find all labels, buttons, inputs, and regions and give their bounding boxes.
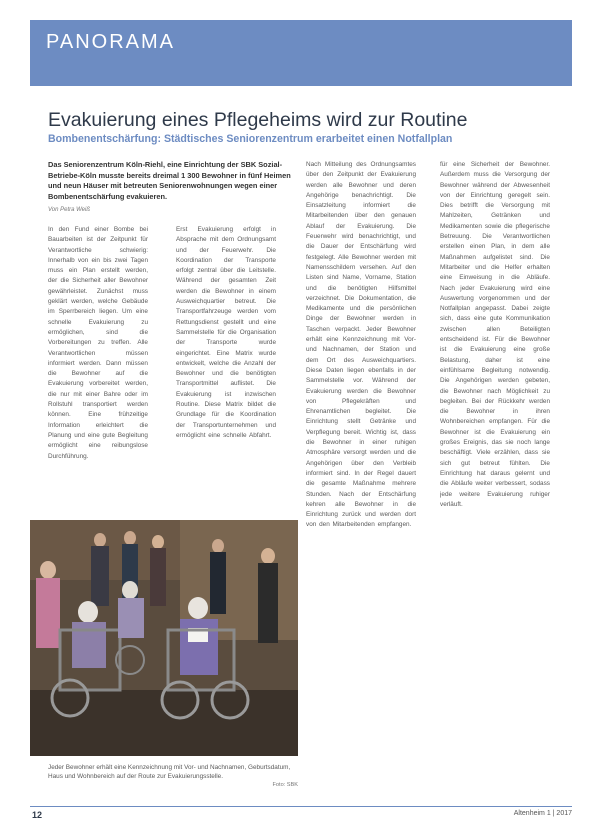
article-subheadline: Bombenentschärfung: Städtisches Seniorenzentrum erarbeitet einen Notfallplan: [48, 133, 453, 145]
article-headline: Evakuierung eines Pflegeheims wird zur Routine: [48, 109, 468, 131]
article-column-4: für eine Sicherheit der Bewohner. Außerdem muss die Versorgung der Bewohner während der Abwesenheit von der Einrichtung geregelt sein. Dies betrifft die Versorgung mit Mahlzeiten, Getränken und Medikamenten sowie die pflegerische Betreuung. Die Verantwortlichen erstellen einen Plan, in dem alle Maßnahmen aufgelistet sind. Die Mitarbeiter und die Helfer erhalten eine Einweisung in die Abläufe. Nach jeder Evakuierung wird eine Auswertung vorgenommen und der Notfallplan angepasst. Dabei zeigte sich, dass eine gute Kommunikation zwischen allen Beteiligten entscheidend ist. Für die Bewohner ist die Evakuierung eine große Belastung, daher ist eine einfühlsame Begleitung notwendig. Die Angehörigen werden gebeten, die Bewohner nach Möglichkeit zu begleiten. Bei der Rückkehr werden die Bewohner in ihren Wohnbereichen empfangen. Für die Bewohner ist die Evakuierung ein großes Ereignis, das sie noch lange beschäftigt. Viele erzählen, dass sie sich gut betreut fühlten. Die Einrichtung hat daraus gelernt und die Abläufe weiter verbessert, sodass jede weitere Evakuierung ruhiger verläuft.: [440, 161, 550, 508]
photo-caption: Jeder Bewohner erhält eine Kennzeichnung mit Vor- und Nachnamen, Geburtsdatum, Haus und Wohnbereich auf der Route zur Evakuierungsstelle.: [48, 764, 291, 780]
footer-divider: [30, 806, 572, 807]
article-column-3: Nach Mitteilung des Ordnungsamtes über den Zeitpunkt der Evakuierung werden alle Bewohner und deren Angehörige benachrichtigt. Die Einsatzleitung informiert die Mitarbeitenden über den genauen Ablauf der Evakuierung. Die Feuerwehr wird benachrichtigt, und die Dauer der Entschärfung wird festgelegt. Alle Bewohner werden mit Namensschildern versehen. Auf den Listen sind Name, Vorname, Station und die benötigten Hilfsmittel verzeichnet. Die Dokumentation, die Medikamente und die persönlichen Dinge der Bewohner werden in Taschen verpackt. Jeder Bewohner erhält eine Kennzeichnung mit Vor- und Nachnamen, der Station und dem Ort des Ausweichquartiers. Diese Daten liegen ebenfalls in der Sammelstelle vor. Während der Evakuierung werden die Bewohner von Pflegekräften und Ehrenamtlichen begleitet. Die Einrichtung stellt Getränke und Verpflegung bereit. Wichtig ist, dass die Bewohner in einer ruhigen Atmosphäre versorgt werden und die Angehörigen über den Verbleib informiert sind. In der Regel dauert die gesamte Maßnahme mehrere Stunden. Nach der Entschärfung kehren alle Bewohner in die Einrichtung zurück und werden dort von den Mitarbeitenden empfangen.: [306, 161, 416, 529]
article-byline: Von Petra Weiß: [48, 207, 91, 213]
page-number: 12: [32, 810, 43, 820]
article-photo: [30, 520, 298, 756]
section-title: PANORAMA: [46, 31, 175, 53]
photo-illustration: [30, 520, 298, 756]
section-banner: [30, 20, 572, 86]
article-column-2: Erst Evakuierung erfolgt in Absprache mit dem Ordnungsamt und der Feuerwehr. Die Koordination der Transporte erfolgt zentral über die Leitstelle. Während der gesamten Zeit werden die Bewohner in einem Ausweichquartier betreut. Die Transportfahrzeuge werden vom Rettungsdienst gestellt und eine Sammelstelle für die Organisation der Transporte wurde eingerichtet. Eine Matrix wurde entwickelt, welche die Anzahl der Bewohner und die benötigten Transportmittel auflistet. Die Evakuierung ist inzwischen Routine. Diese Matrix bildet die Grundlage für die Koordination der Transportunternehmen und ermöglicht eine schnelle Abfahrt.: [176, 226, 276, 439]
article-column-1: In den Fund einer Bombe bei Bauarbeiten ist der Zeitpunkt für Verantwortliche schwierig: Innerhalb von ein bis zwei Tagen muss ein Plan erstellt werden, der die Sicherheit aller Bewohner gewährleistet. Zunächst muss geklärt werden, welche Gebäude im Sperrbereich liegen. Um eine schnelle Evakuierung zu ermöglichen, sind die Vorbereitungen zu treffen. Alle Verantwortlichen müssen informiert werden. Dann müssen die Bewohner auf die Evakuierung vorbereitet werden, die nur mit einer Bahre oder im Rollstuhl transportiert werden können. Eine frühzeitige Information erleichtert die Planung und eine gute Begleitung ermöglicht eine reibungslose Durchführung.: [48, 226, 148, 460]
article-lead: Das Seniorenzentrum Köln-Riehl, eine Einrichtung der SBK Sozial-Betriebe-Köln musste bereits dreimal 1 300 Bewohner in fünf Heimen und neun Häuser mit betreuten Seniorenwohnungen wegen einer Bombenentschärfung evakuieren.: [48, 160, 291, 201]
magazine-issue: Altenheim 1 | 2017: [513, 810, 572, 817]
photo-credit: Foto: SBK: [272, 782, 298, 788]
